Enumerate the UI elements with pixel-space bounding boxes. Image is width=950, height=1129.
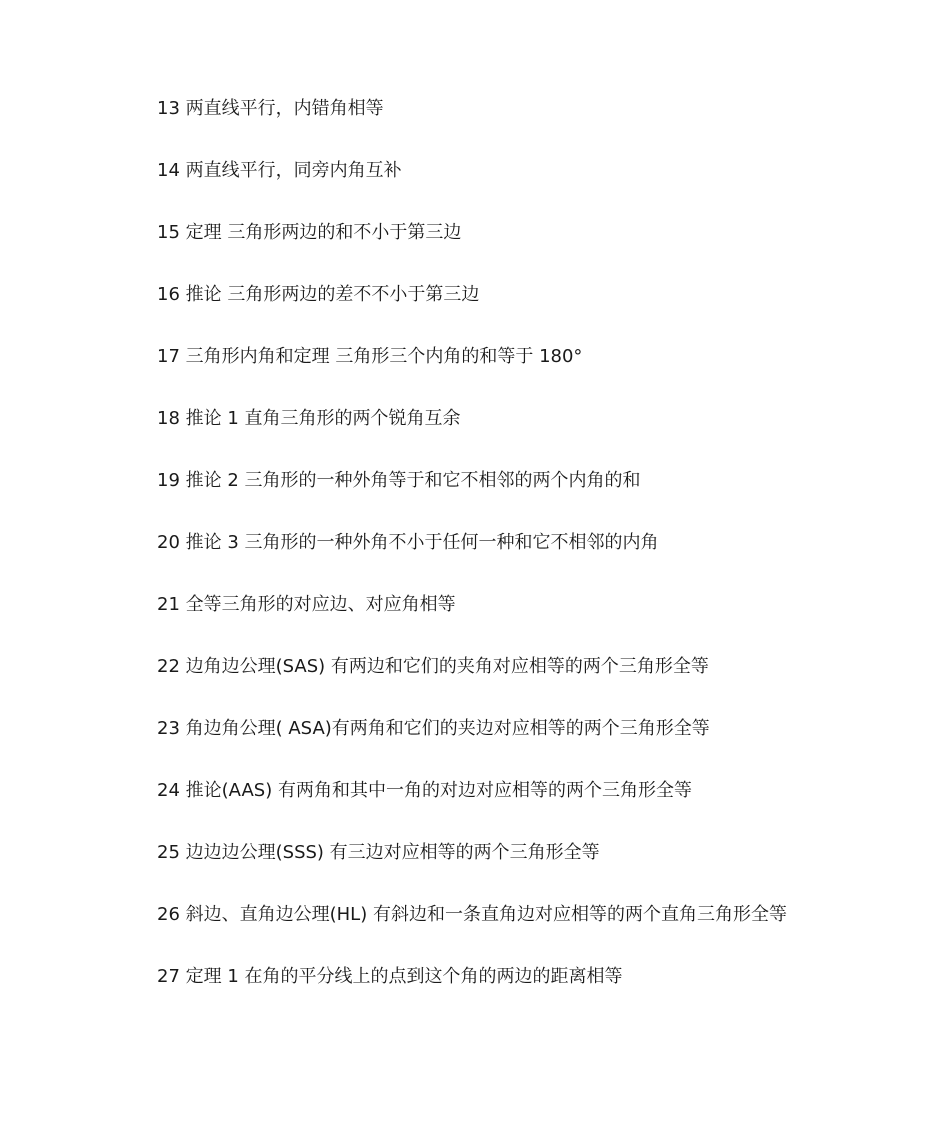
theorem-line: 20 推论 3 三角形的一种外角不小于任何一种和它不相邻的内角 [157, 532, 659, 553]
theorem-line: 14 两直线平行，同旁内角互补 [157, 160, 402, 181]
theorem-list [157, 96, 787, 1026]
theorem-line: 17 三角形内角和定理 三角形三个内角的和等于 180° [157, 346, 583, 367]
theorem-line: 13 两直线平行，内错角相等 [157, 98, 384, 119]
theorem-line: 21 全等三角形的对应边、对应角相等 [157, 594, 456, 615]
theorem-line: 19 推论 2 三角形的一种外角等于和它不相邻的两个内角的和 [157, 470, 641, 491]
theorem-line: 27 定理 1 在角的平分线上的点到这个角的两边的距离相等 [157, 966, 623, 987]
theorem-line: 22 边角边公理(SAS) 有两边和它们的夹角对应相等的两个三角形全等 [157, 656, 709, 677]
theorem-line: 18 推论 1 直角三角形的两个锐角互余 [157, 408, 461, 429]
theorem-line: 24 推论(AAS) 有两角和其中一角的对边对应相等的两个三角形全等 [157, 780, 692, 801]
theorem-line: 16 推论 三角形两边的差不不小于第三边 [157, 284, 480, 305]
theorem-line: 15 定理 三角形两边的和不小于第三边 [157, 222, 462, 243]
theorem-line: 23 角边角公理( ASA)有两角和它们的夹边对应相等的两个三角形全等 [157, 718, 710, 739]
theorem-line: 25 边边边公理(SSS) 有三边对应相等的两个三角形全等 [157, 842, 600, 863]
theorem-line: 26 斜边、直角边公理(HL) 有斜边和一条直角边对应相等的两个直角三角形全等 [157, 904, 787, 925]
